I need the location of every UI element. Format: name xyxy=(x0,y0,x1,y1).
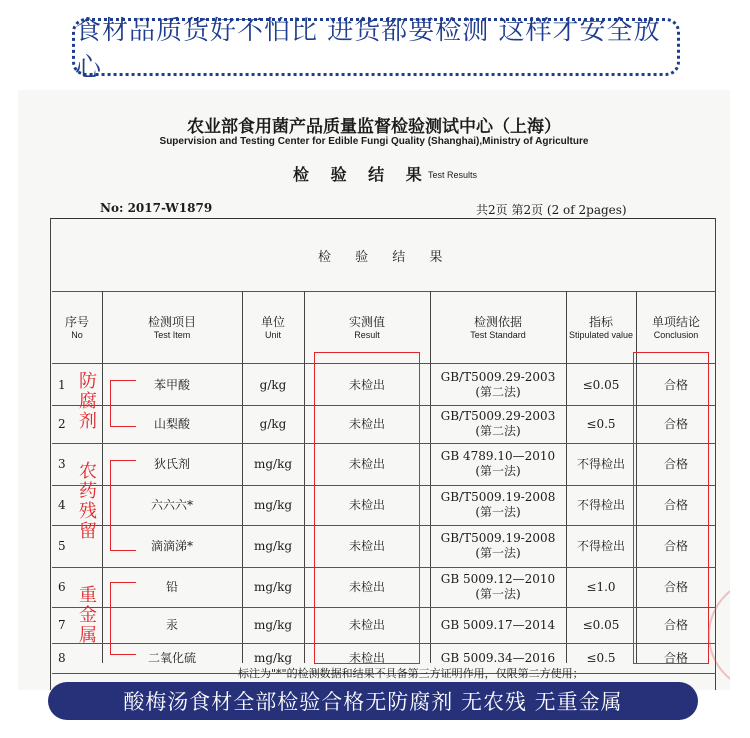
bracket-tick xyxy=(110,380,136,381)
table-cell-item xyxy=(102,643,242,673)
standard-method: (第一法) xyxy=(475,546,521,560)
cell-text: 8 xyxy=(58,650,66,665)
cell-text: 狄氏剂 xyxy=(153,456,190,471)
bottom-banner xyxy=(48,682,698,720)
table-footnote: 标注为"*"的检测数据和结果不具备第三方证明作用，仅限第二方使用； xyxy=(238,667,584,680)
cell-text: 未检出 xyxy=(348,650,385,665)
col-header-unit: 单位 Unit xyxy=(260,314,285,340)
cell-text: g/kg xyxy=(259,416,287,431)
cell-text: 滴滴涕* xyxy=(150,538,193,553)
col-header-standard: 检测依据 Test Standard xyxy=(470,314,526,340)
cell-text: 5 xyxy=(58,538,66,553)
top-banner xyxy=(72,16,680,83)
category-pesticide: 农药残留 xyxy=(79,461,97,542)
cell-text: 铅 xyxy=(165,579,178,594)
table-cell-unit xyxy=(242,443,304,485)
cell-text: 合格 xyxy=(663,497,688,512)
cell-text: g/kg xyxy=(259,377,287,392)
col-header-no: 序号 No xyxy=(64,314,89,340)
table-cell-unit xyxy=(242,405,304,443)
table-cell-item xyxy=(102,485,242,525)
cell-text: 3 xyxy=(58,456,66,471)
table-cell-unit xyxy=(242,607,304,643)
standard-method: (第二法) xyxy=(475,424,521,438)
result-highlight-box xyxy=(314,352,420,664)
table-cell-limit xyxy=(566,525,636,567)
table-cell-unit xyxy=(242,567,304,607)
table-cell-item xyxy=(102,443,242,485)
table-cell-std xyxy=(430,405,566,443)
cell-text: ≤0.5 xyxy=(586,650,616,665)
standard-code: GB 4789.10—2010 xyxy=(440,449,556,463)
bracket-heavy-metal xyxy=(110,582,111,654)
bracket-tick xyxy=(110,426,136,427)
table-cell-limit xyxy=(566,365,636,405)
cell-text: 二氧化硫 xyxy=(147,650,196,665)
cell-text: 1 xyxy=(58,377,66,392)
cell-text: 未检出 xyxy=(348,579,385,594)
cell-text: 苯甲酸 xyxy=(153,377,190,392)
cell-text: 合格 xyxy=(663,538,688,553)
cell-text: ≤0.05 xyxy=(582,617,620,632)
table-cell-std xyxy=(430,607,566,643)
cell-text: 2 xyxy=(58,416,66,431)
table-cell-item xyxy=(102,405,242,443)
standard-code: GB/T5009.29-2003 xyxy=(440,370,556,384)
cell-text: 未检出 xyxy=(348,497,385,512)
table-left-border xyxy=(50,218,51,690)
table-title: 检 验 结 果 xyxy=(318,250,453,265)
table-title-divider xyxy=(52,291,716,292)
cell-text: ≤0.05 xyxy=(582,377,620,392)
standard-method: (第一法) xyxy=(475,587,521,601)
table-cell-limit xyxy=(566,405,636,443)
bracket-preservative xyxy=(110,380,111,426)
standard-code: GB 5009.17—2014 xyxy=(440,617,556,632)
cell-text: ≤0.5 xyxy=(586,416,616,431)
bracket-tick xyxy=(110,582,136,583)
page-indicator: 共2页 第2页 (2 of 2pages) xyxy=(476,203,627,217)
cell-text: 未检出 xyxy=(348,377,385,392)
cell-text: 山梨酸 xyxy=(153,416,190,431)
cell-text: 未检出 xyxy=(348,617,385,632)
cell-text: 合格 xyxy=(663,579,688,594)
bracket-tick xyxy=(110,654,136,655)
report-title-cn: 农业部食用菌产品质量监督检验测试中心（上海） xyxy=(187,117,561,137)
table-cell-item xyxy=(102,525,242,567)
standard-code: GB/T5009.29-2003 xyxy=(440,409,556,423)
table-cell-unit xyxy=(242,525,304,567)
bracket-tick xyxy=(110,550,136,551)
standard-method: (第二法) xyxy=(475,385,521,399)
standard-method: (第一法) xyxy=(475,464,521,478)
cell-text: 合格 xyxy=(663,617,688,632)
cell-text: 未检出 xyxy=(348,416,385,431)
table-cell-item xyxy=(102,567,242,607)
cell-text: mg/kg xyxy=(253,538,293,553)
cell-text: mg/kg xyxy=(253,456,293,471)
standard-code: GB 5009.34—2016 xyxy=(440,650,556,665)
test-report-document xyxy=(18,90,730,690)
category-heavy-metal: 重金属 xyxy=(79,585,97,646)
document-number: No: 2017-W1879 xyxy=(100,201,213,215)
table-cell-limit xyxy=(566,567,636,607)
cell-text: 合格 xyxy=(663,416,688,431)
table-cell-item xyxy=(102,607,242,643)
bottom-banner-text: 酸梅汤食材全部检验合格无防腐剂 无农残 无重金属 xyxy=(123,690,623,714)
cell-text: 6 xyxy=(58,579,66,594)
table-cell-no xyxy=(52,643,102,673)
cell-text: 4 xyxy=(58,497,66,512)
table-cell-std xyxy=(430,443,566,485)
conclusion-highlight-box xyxy=(633,352,709,664)
table-cell-std xyxy=(430,525,566,567)
table-cell-unit xyxy=(242,485,304,525)
cell-text: mg/kg xyxy=(253,617,293,632)
cell-text: 未检出 xyxy=(348,538,385,553)
cell-text: mg/kg xyxy=(253,497,293,512)
col-header-limit: 指标 Stipulated value xyxy=(568,314,634,340)
standard-code: GB/T5009.19-2008 xyxy=(440,490,556,504)
cell-text: 汞 xyxy=(165,617,178,632)
cell-text: 不得检出 xyxy=(576,497,625,512)
cell-text: 未检出 xyxy=(348,456,385,471)
results-heading-en: Test Results xyxy=(428,170,478,180)
table-cell-unit xyxy=(242,365,304,405)
bracket-pesticide xyxy=(110,460,111,550)
top-banner-text: 食材品质货好不怕比 进货都要检测 这样才安全放心 xyxy=(75,16,661,83)
col-header-conclusion: 单项结论 Conclusion xyxy=(651,314,700,340)
table-cell-std xyxy=(430,567,566,607)
report-title-en: Supervision and Testing Center for Edible Fungi Quality (Shanghai),Ministry of Agriculture xyxy=(159,136,589,147)
cell-text: ≤1.0 xyxy=(586,579,616,594)
cell-text: 不得检出 xyxy=(576,456,625,471)
cell-text: 合格 xyxy=(663,377,688,392)
cell-text: 合格 xyxy=(663,456,688,471)
table-cell-std xyxy=(430,365,566,405)
cell-text: 六六六* xyxy=(150,497,193,512)
cell-text: 合格 xyxy=(663,650,688,665)
cell-text: mg/kg xyxy=(253,579,293,594)
results-heading-cn: 检 验 结 果 xyxy=(293,165,430,184)
col-header-result: 实测值 Result xyxy=(348,314,385,340)
table-cell-limit xyxy=(566,607,636,643)
cell-text: 7 xyxy=(58,617,66,632)
table-top-border xyxy=(50,218,716,219)
cell-text: mg/kg xyxy=(253,650,293,665)
col-header-item: 检测项目 Test Item xyxy=(147,314,196,340)
standard-code: GB/T5009.19-2008 xyxy=(440,531,556,545)
standard-method: (第一法) xyxy=(475,505,521,519)
table-cell-limit xyxy=(566,443,636,485)
table-cell-limit xyxy=(566,485,636,525)
table-cell-item xyxy=(102,365,242,405)
table-cell-std xyxy=(430,485,566,525)
bracket-tick xyxy=(110,460,136,461)
category-preservative: 防腐剂 xyxy=(79,371,97,432)
cell-text: 不得检出 xyxy=(576,538,625,553)
standard-code: GB 5009.12—2010 xyxy=(440,572,556,586)
